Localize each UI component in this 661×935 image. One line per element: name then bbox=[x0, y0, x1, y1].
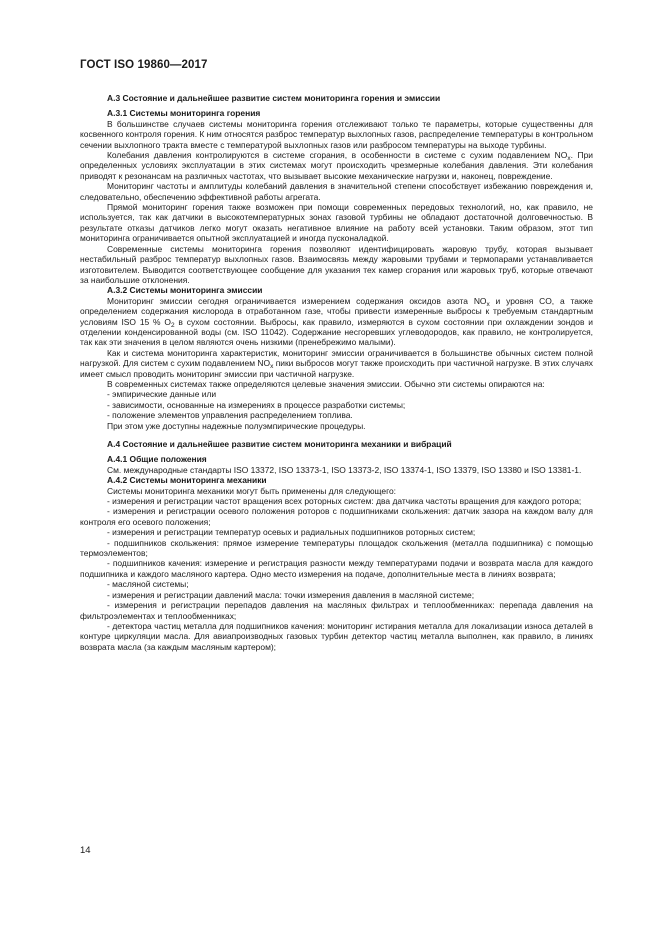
list-item: - измерения и регистрации температур осевых и радиальных подшипников роторных систем; bbox=[107, 527, 476, 538]
list-item: - масляной системы; bbox=[107, 579, 189, 590]
paragraph: Мониторинг частоты и амплитуды колебаний давления в значительной степени способствует избежанию повреждения и, следовательно, обеспечению эффективной работы агрегата. bbox=[80, 181, 593, 202]
document-body bbox=[80, 93, 593, 652]
list-item: - измерения и регистрации частот вращения всех роторных систем: два датчика частоты вращения для каждого ротора; bbox=[107, 496, 582, 507]
list-item: - подшипников качения: измерение и регистрация разности между температурами подачи и возврата масла для каждого подшипника и каждого масляного картера. Одно место измерения на подаче, дополнительные места в линиях возврата; bbox=[80, 558, 593, 579]
paragraph: См. международные стандарты ISO 13372, ISO 13373-1, ISO 13373-2, ISO 13374-1, ISO 13379, ISO 13380 и ISO 13381-1. bbox=[107, 464, 582, 475]
paragraph: Современные системы мониторинга горения позволяют идентифицировать жаровую трубу, которая вызывает нестабильный разброс температур выхлопных газов. Взаимосвязь между жаровыми трубами и термопарами устанавливается изготовителем. Выводится соответствующее сообщение для указания тех камер сгорания или жаровых труб, которые отвечают за наибольшие отклонения. bbox=[80, 243, 593, 285]
section-heading-a3: А.3 Состояние и дальнейшее развитие систем мониторинга горения и эмиссии bbox=[107, 93, 441, 103]
list-item: - подшипников скольжения: прямое измерение температуры площадок скольжения (металла подшипника) с помощью термоэлементов; bbox=[80, 537, 593, 559]
list-item: - измерения и регистрации перепадов давления на масляных фильтрах и теплообменниках: перепада давления на фильтроэлементах и теплообменниках; bbox=[80, 600, 593, 621]
list-item: - измерения и регистрации осевого положения роторов с подшипниками скольжения: датчик зазора на каждом валу для контроля его осевого положения; bbox=[80, 506, 593, 527]
subsection-heading-a4-1: А.4.1 Общие положения bbox=[107, 454, 207, 465]
paragraph: В современных системах также определяются целевые значения эмиссии. Обычно эти системы опираются на: bbox=[107, 378, 545, 389]
paragraph: Прямой мониторинг горения также возможен при помощи современных передовых технологий, но, как правило, не используется, так как датчики в высокотемпературных зонах газовой турбины не обладают достаточной долговечностью. В результате отказы датчиков легко могут оказать негативное влияние на работу всей установки. Таким образом, этот тип мониторинга ограничивается опытной эксплуатацией и иногда пусконаладкой. bbox=[80, 202, 593, 244]
list-item: - эмпирические данные или bbox=[107, 389, 217, 400]
document-header: ГОСТ ISO 19860—2017 bbox=[80, 59, 208, 71]
subsection-heading-a3-1: А.3.1 Системы мониторинга горения bbox=[107, 108, 261, 119]
subsection-heading-a4-2: А.4.2 Системы мониторинга механики bbox=[107, 475, 267, 486]
paragraph: Мониторинг эмиссии сегодня ограничивается измерением содержания оксидов азота $NO_x$ и уровня CO, а также определением содержания кислорода в отработанном газе, чтобы привести измеренные выбросы к требуемым стандартным условиям ISO 15 % $O_2$ в сухом состоянии. Выбросы, как правило, измеряются в сухом состоянии при охлаждении зондов и отделении конденсированной воды (см. ISO 11042). Содержание несгоревших углеводородов, как правило, не контролируется, так как эти значения в целом являются очень низкими (пренебрежимо малыми). bbox=[80, 295, 593, 348]
list-item: - измерения и регистрации давлений масла: точки измерения давления в масляной системе; bbox=[107, 589, 475, 600]
paragraph: Как и система мониторинга характеристик, мониторинг эмиссии ограничивается в большинстве обычных систем полной нагрузкой. Для систем с сухим подавлением $NO_x$ пики выбросов могут также происходить при частичной нагрузке. В этих случаях имеет смысл проводить мониторинг эмиссии при частичной нагрузке. bbox=[80, 347, 594, 379]
list-item: - зависимости, основанные на измерениях в процессе разработки системы; bbox=[107, 399, 406, 410]
paragraph: Колебания давления контролируются в системе сгорания, в особенности в системе с сухим подавлением $NO_x$. При определенных условиях эксплуатации в этих системах могут происходить чрезмерные колебания давления. Эти колебания приводят к резонансам на различных частотах, что вызывает высокие механические нагрузки и, наконец, повреждение. bbox=[80, 150, 593, 181]
list-item: - детектора частиц металла для подшипников качения: мониторинг истирания металла для локализации износа деталей в контуре циркуляции масла. Для авиапроизводных газовых турбин детектор частиц металла выполнен, как правило, в линиях возврата масла (за каждым масляным картером); bbox=[80, 620, 593, 652]
paragraph: В большинстве случаев системы мониторинга горения отслеживают только те параметры, которые существенны для косвенного контроля горения. К ним относятся разброс температур выхлопных газов, распределение температуры в контрольном сечении выхлопного тракта вместе с температурой выхлопных газов или разбросом температуры на выходе турбины. bbox=[80, 118, 593, 150]
section-heading-a4: А.4 Состояние и дальнейшее развитие систем мониторинга механики и вибраций bbox=[107, 439, 452, 449]
list-item: - положение элементов управления распределением топлива. bbox=[107, 410, 353, 421]
paragraph: При этом уже доступны надежные полуэмпирические процедуры. bbox=[107, 420, 366, 431]
paragraph: Системы мониторинга механики могут быть применены для следующего: bbox=[107, 485, 396, 496]
subsection-heading-a3-2: А.3.2 Системы мониторинга эмиссии bbox=[107, 285, 263, 296]
page-number: 14 bbox=[80, 845, 91, 856]
